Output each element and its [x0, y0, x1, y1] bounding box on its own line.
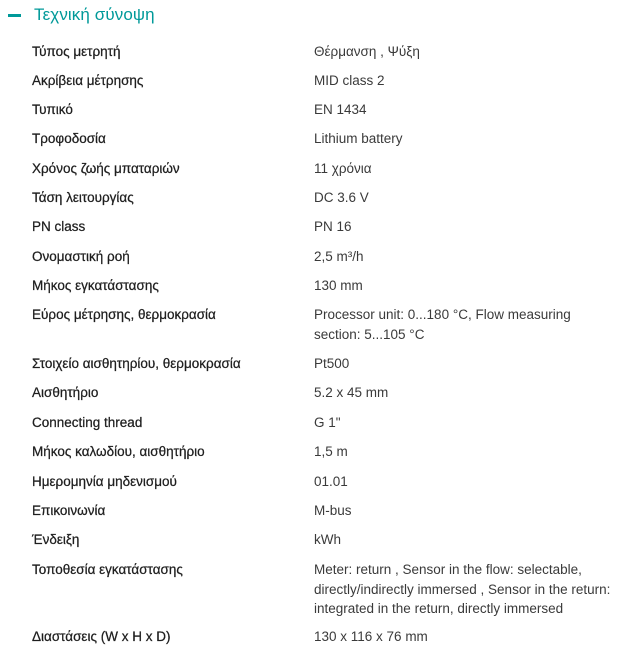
- spec-value: Pt500: [314, 356, 350, 371]
- spec-label: Τάση λειτουργίας: [32, 190, 134, 205]
- spec-value: 1,5 m: [314, 444, 348, 459]
- spec-label: Αισθητήριο: [32, 385, 99, 400]
- spec-label: Μήκος εγκατάστασης: [32, 278, 159, 293]
- spec-label: Τύπος μετρητή: [32, 44, 121, 59]
- spec-value: PN 16: [314, 219, 352, 234]
- minus-icon[interactable]: [8, 14, 21, 17]
- spec-value: 11 χρόνια: [314, 161, 372, 176]
- spec-label: Ημερομηνία μηδενισμού: [32, 474, 177, 489]
- spec-value: MID class 2: [314, 73, 385, 88]
- section-title: Τεχνική σύνοψη: [34, 5, 155, 24]
- spec-value: kWh: [314, 532, 341, 547]
- spec-label: Τροφοδοσία: [32, 131, 106, 146]
- spec-label: Μήκος καλωδίου, αισθητήριο: [32, 444, 205, 459]
- technical-summary-header[interactable]: [8, 3, 155, 27]
- spec-value: DC 3.6 V: [314, 190, 369, 205]
- spec-value: 01.01: [314, 474, 348, 489]
- spec-value: Meter: return , Sensor in the flow: selectable, directly/indirectly immersed , Sensor in the return: integrated in the return, directly immersed: [314, 562, 611, 616]
- spec-value: 2,5 m³/h: [314, 249, 364, 264]
- spec-value: 5.2 x 45 mm: [314, 385, 389, 400]
- spec-value: Processor unit: 0...180 °C, Flow measuring section: 5...105 °C: [314, 307, 571, 342]
- spec-label: PN class: [32, 219, 86, 234]
- spec-label: Ένδειξη: [32, 532, 80, 547]
- spec-label: Χρόνος ζωής μπαταριών: [32, 161, 180, 176]
- spec-label: Διαστάσεις (W x H x D): [32, 629, 171, 644]
- spec-label: Τοποθεσία εγκατάστασης: [32, 562, 183, 577]
- spec-label: Εύρος μέτρησης, θερμοκρασία: [32, 307, 216, 322]
- spec-label: Ακρίβεια μέτρησης: [32, 73, 144, 88]
- spec-value: 130 x 116 x 76 mm: [314, 629, 428, 644]
- spec-label: Ονομαστική ροή: [32, 249, 130, 264]
- spec-value: M-bus: [314, 503, 352, 518]
- spec-value: Θέρμανση , Ψύξη: [314, 44, 420, 59]
- spec-value: 130 mm: [314, 278, 363, 293]
- spec-label: Connecting thread: [32, 415, 143, 430]
- spec-label: Επικοινωνία: [32, 503, 106, 518]
- spec-label: Τυπικό: [32, 102, 73, 117]
- spec-value: G 1": [314, 415, 341, 430]
- spec-value: EN 1434: [314, 102, 367, 117]
- spec-value: Lithium battery: [314, 131, 403, 146]
- spec-label: Στοιχείο αισθητηρίου, θερμοκρασία: [32, 356, 241, 371]
